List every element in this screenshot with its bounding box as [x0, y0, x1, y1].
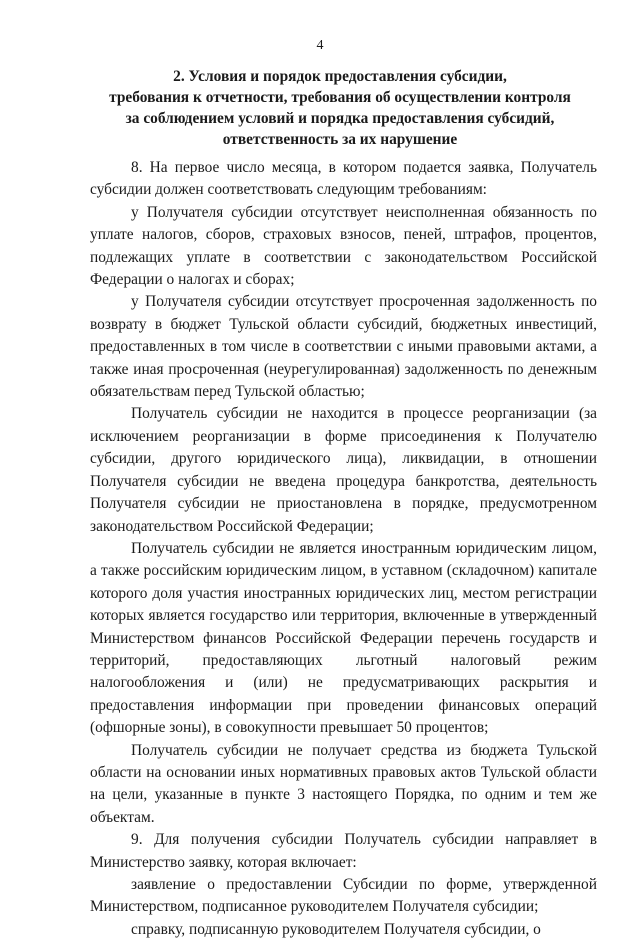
paragraph-reorganization: Получатель субсидии не находится в процессе реорганизации (за исключением реорганизации в форме присоединения к Получателю субсидии, другого юридического лица), ликвидации, в отношении Получателя субсидии не введена процедура банкротства, деятельность Получателя субсидии не приостановлена в порядке, предусмотренном законодательством Российской Федерации; [90, 405, 597, 535]
paragraph-other-funds: Получатель субсидии не получает средства из бюджета Тульской области на основании иных нормативных правовых актов Тульской области на цели, указанные в пункте 3 настоящего Порядка, по одним и тем же объектам. [90, 741, 597, 826]
section-title-line: требования к отчетности, требования об осуществлении контроля [109, 89, 571, 106]
page-number: 4 [316, 38, 324, 53]
section-title-line: 2. Условия и порядок предоставления субсидии, [173, 68, 507, 85]
paragraph-application: заявление о предоставлении Субсидии по форме, утвержденной Министерством, подписанное руководителем Получателя субсидии; [90, 876, 597, 916]
section-title [60, 66, 620, 150]
section-title-line: ответственность за их нарушение [222, 131, 458, 148]
paragraph-foreign-entity: Получатель субсидии не является иностранным юридическим лицом, а также российским юридическим лицом, в уставном (складочном) капитале которого доля участия иностранных юридических лиц, местом регистрации которых является государство или территория, включенные в утвержденный Министерством финансов Российской Федерации перечень государств и территорий, предоставляющих льготный налоговый режим налогообложения и (или) не предусматривающих раскрытия и предоставления информации при проведении финансовых операций (офшорные зоны), в совокупности превышает 50 процентов; [90, 539, 597, 737]
paragraph-overdue-debt: у Получателя субсидии отсутствует просроченная задолженность по возврату в бюджет Тульской области субсидий, бюджетных инвестиций, предоставленных в том числе в соответствии с иными правовыми актами, а также иная просроченная (неурегулированная) задолженность по денежным обязательствам перед Тульской областью; [90, 293, 597, 401]
paragraph-certificate: справку, подписанную руководителем Получателя субсидии, о [131, 920, 541, 938]
section-title-line: за соблюдением условий и порядка предоставления субсидий, [125, 110, 555, 127]
document-body [90, 157, 597, 941]
paragraph-tax-obligations: у Получателя субсидии отсутствует неисполненная обязанность по уплате налогов, сборов, страховых взносов, пеней, штрафов, процентов, подлежащих уплате в соответствии с законодательством Российской Федерации о налогах и сборах; [90, 203, 597, 289]
paragraph-item-9: 9. Для получения субсидии Получатель субсидии направляет в Министерство заявку, которая включает: [90, 831, 597, 871]
paragraph-item-8: 8. На первое число месяца, в котором подается заявка, Получатель субсидии должен соответствовать следующим требованиям: [90, 159, 597, 199]
